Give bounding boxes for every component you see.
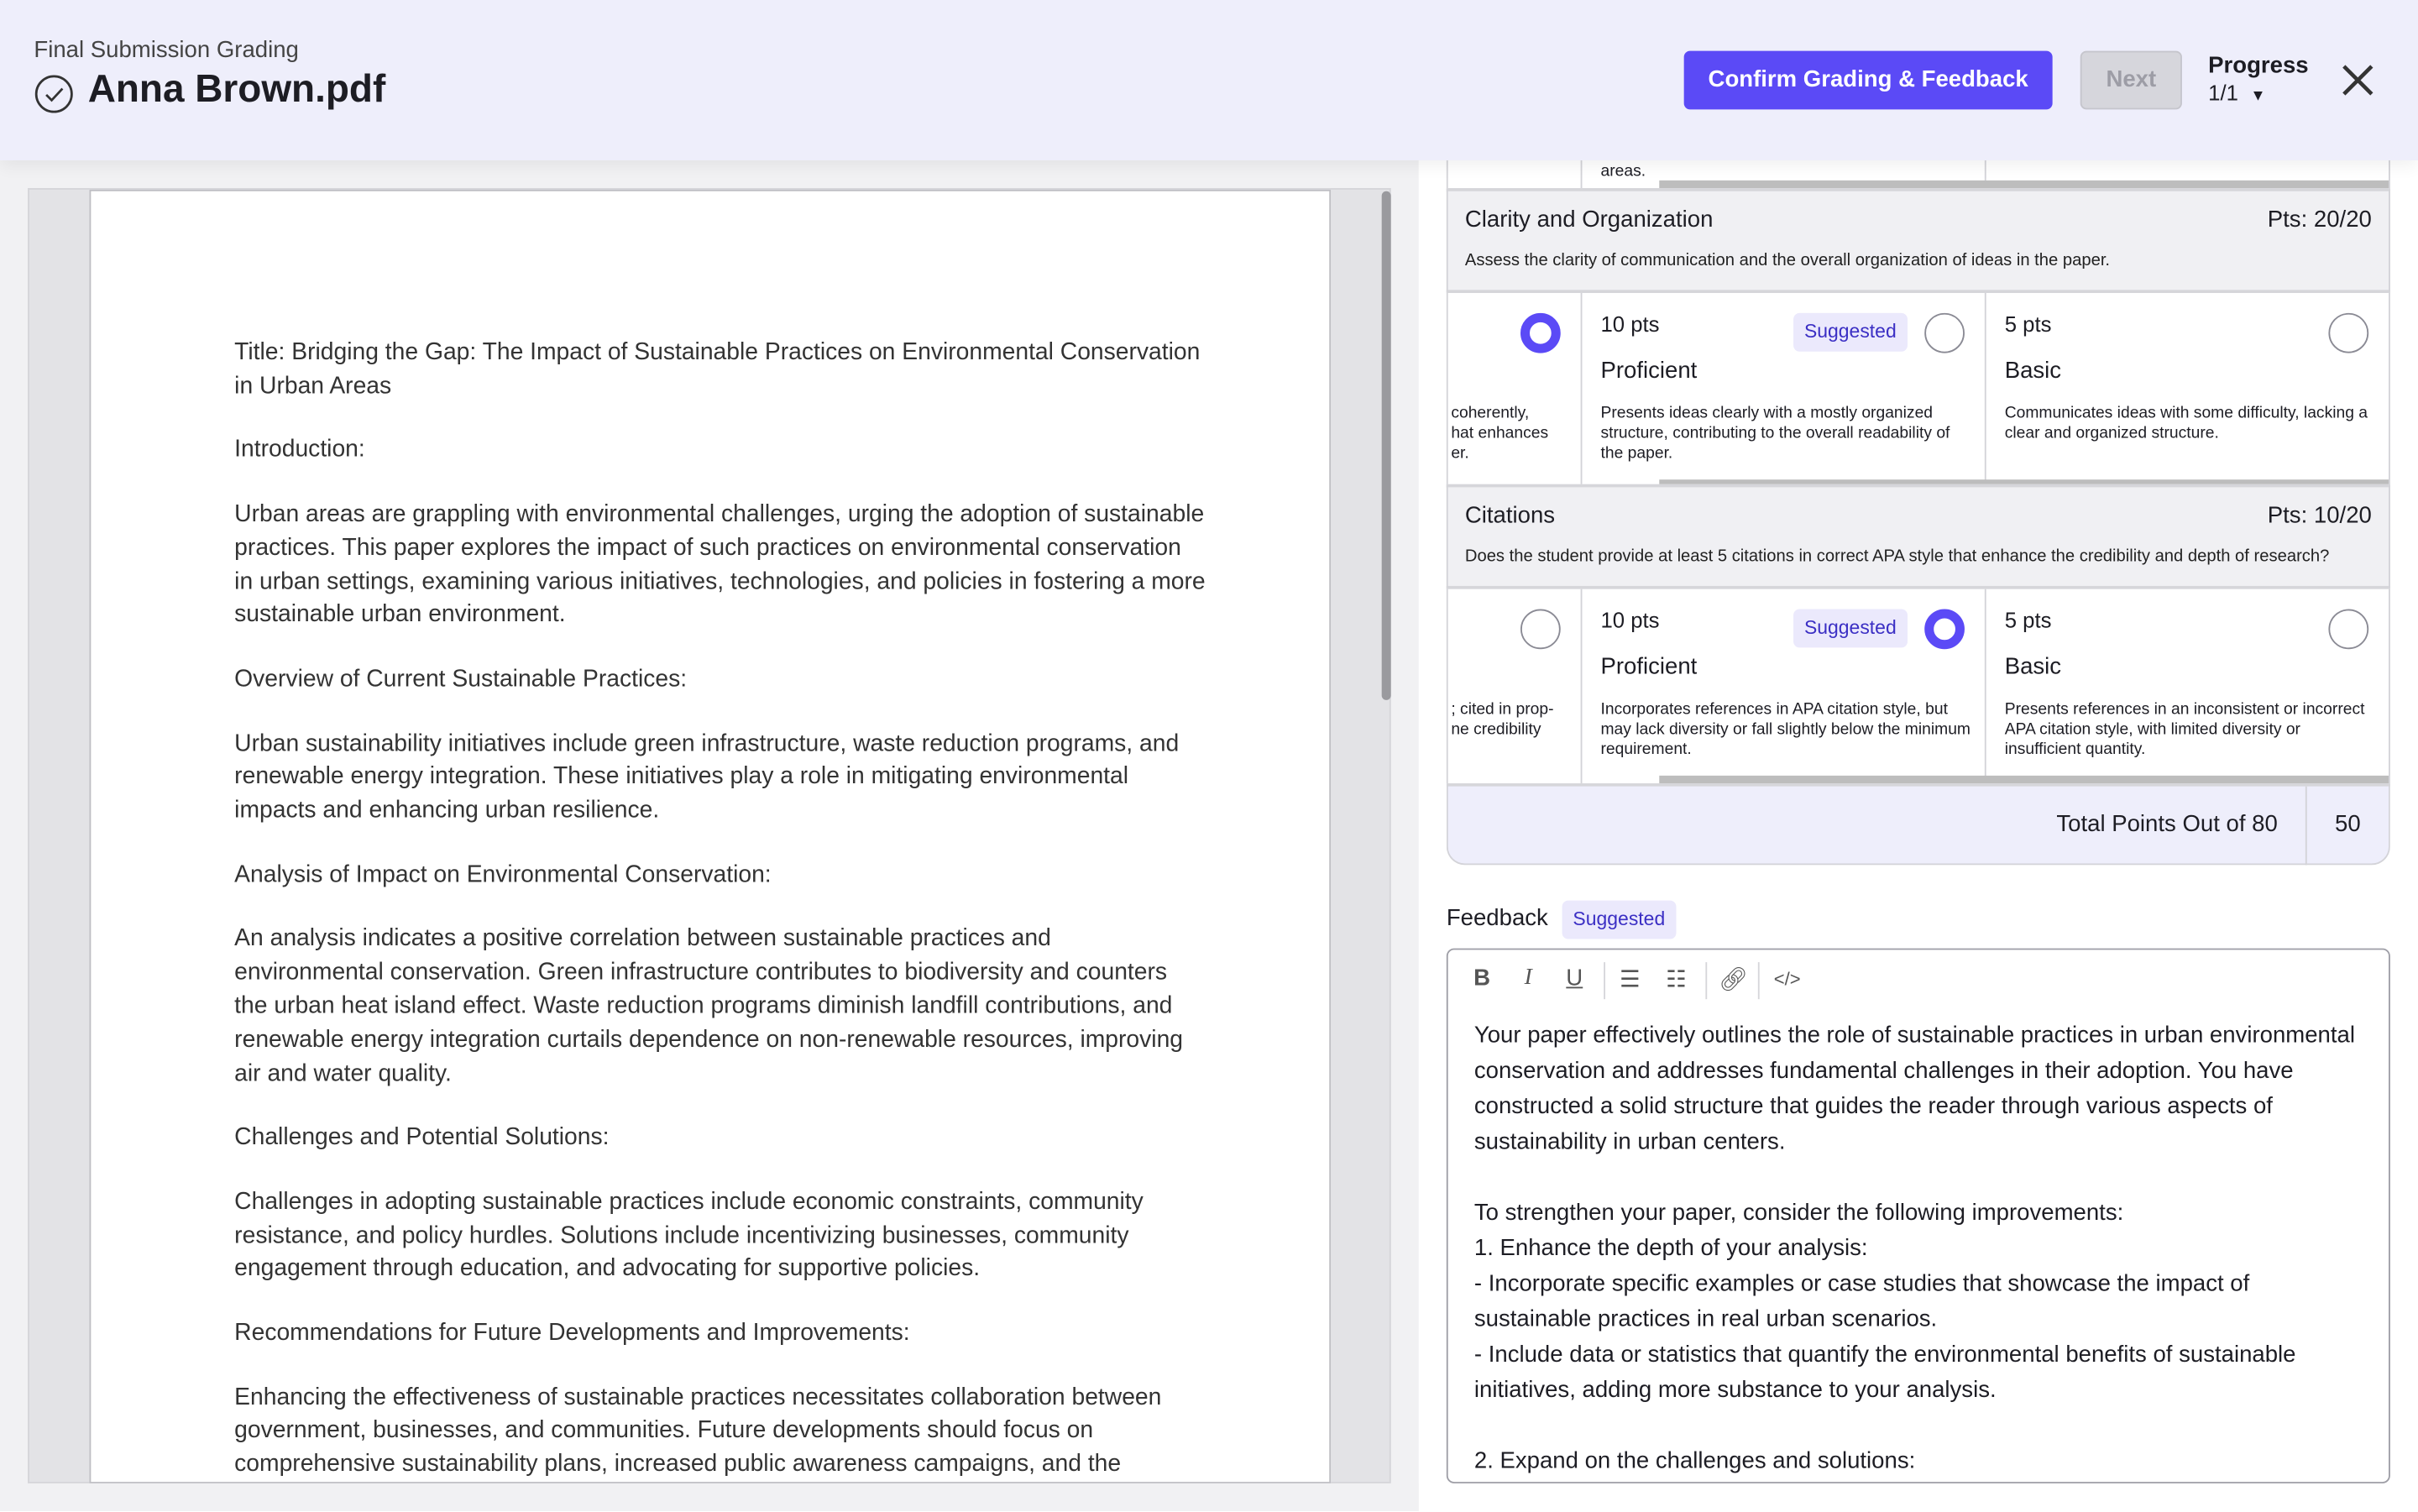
doc-paragraph: Urban sustainability initiatives include green infrastructure, waste reduction programs, and renewable energy integration. These initiatives play a role in mitigating environmental impacts and enhancing urban resilience.	[234, 730, 1180, 824]
level-points: 5 pts	[2004, 607, 2052, 633]
level-description: Communicates ideas with some difficulty, lacking a clear and organized structure.	[2004, 404, 2368, 443]
level-description: Incorporates references in APA citation style, but may lack diversity or fall slightly below the minimum requirement.	[1600, 699, 1971, 759]
doc-paragraph: Enhancing the effectiveness of sustainable practices necessitates collaboration between government, businesses, and communities. Future developments should focus on comprehensive sustainability plans, increased public awareness campaigns, and the	[234, 1384, 1162, 1478]
level-radio-selected[interactable]	[1924, 609, 1965, 649]
total-value: 50	[2305, 787, 2389, 866]
doc-paragraph: An analysis indicates a positive correlation between sustainable practices and environmental conservation. Green infrastructure contributes to biodiversity and counters the urban heat island effect. Waste reduction programs diminish landfill contributions, and renewable energy integration curtails dependence on non-renewable resources, improving air and water quality.	[234, 925, 1184, 1087]
level-description: ; cited in prop- ne credibility	[1451, 699, 1554, 739]
suggested-badge: Suggested	[1793, 313, 1908, 352]
criterion-points: Pts: 10/20	[2267, 502, 2372, 529]
underline-icon[interactable]: U	[1566, 965, 1583, 991]
suggested-badge: Suggested	[1562, 901, 1677, 939]
next-button[interactable]: Next	[2080, 51, 2182, 110]
feedback-text[interactable]: Your paper effectively outlines the role of sustainable practices in urban environmental conservation and addresses fundamental challenges in their adoption. You have constructed a solid structure that guides the reader through various aspects of sustainability in urban centers. To strengthen your paper, consider the following improvements: 1. Enhance the depth of your analysis: - Incorporate specific examples or case studies that showcase the impact of sustainable practices in real urban scenarios. - Include data or statistics that quantify the environmental benefits of sustainable initiatives, adding more substance to your analysis. 2. Expand on the challenges and solutions:	[1473, 1022, 2355, 1474]
level-points: 5 pts	[2004, 311, 2052, 337]
criterion-title: Citations	[1464, 502, 1556, 529]
level-description: areas.	[1600, 161, 1646, 180]
progress-dropdown[interactable]	[2208, 81, 2265, 105]
caret-down-icon: ▼	[2250, 87, 2266, 105]
criterion-description: Does the student provide at least 5 citations in correct APA style that enhance the credibility and depth of research?	[1464, 547, 2330, 567]
level-radio[interactable]	[1520, 609, 1561, 649]
numbered-list-icon[interactable]: ☷	[1666, 966, 1687, 993]
rubric-row-partial	[1447, 160, 2390, 188]
criterion-header-clarity	[1447, 188, 2390, 293]
criterion-points: Pts: 20/20	[2267, 207, 2372, 233]
level-radio[interactable]	[2328, 313, 2368, 353]
total-label: Total Points Out of 80	[2056, 811, 2278, 838]
criterion-description: Assess the clarity of communication and the overall organization of ideas in the paper.	[1464, 251, 2111, 270]
level-points: 10 pts	[1600, 311, 1660, 337]
total-points-row	[1447, 783, 2390, 865]
level-description: coherently, hat enhances er.	[1451, 404, 1549, 463]
check-circle-icon	[34, 74, 74, 114]
header	[0, 0, 2418, 160]
header-subtitle: Final Submission Grading	[34, 37, 299, 64]
toolbar-divider	[1705, 962, 1707, 999]
link-icon[interactable]: 🔗︎	[1718, 966, 1748, 993]
level-name: Basic	[2004, 358, 2062, 385]
criterion-levels-clarity	[1447, 293, 2390, 487]
level-description: Presents references in an inconsistent or incorrect APA citation style, with limited diversity or insufficient quantity.	[2004, 699, 2365, 759]
criterion-levels-citations	[1447, 589, 2390, 783]
doc-paragraph: Challenges in adopting sustainable practices include economic constraints, community resistance, and policy hurdles. Solutions include incentivizing businesses, community engagement through education, and advocating for supportive policies.	[234, 1188, 1144, 1282]
level-description: Presents ideas clearly with a mostly organized structure, contributing to the overall readability of the paper.	[1600, 404, 1950, 463]
row-scrollbar[interactable]	[1659, 180, 2389, 188]
level-name: Proficient	[1600, 358, 1698, 385]
confirm-grading-button[interactable]: Confirm Grading & Feedback	[1684, 51, 2053, 110]
feedback-label: Feedback	[1446, 905, 1548, 932]
level-name: Proficient	[1600, 653, 1698, 680]
page-mask	[0, 1483, 1419, 1511]
level-name: Basic	[2004, 653, 2062, 680]
doc-paragraph: Title: Bridging the Gap: The Impact of Sustainable Practices on Environmental Conservation in Urban Areas	[234, 339, 1201, 400]
file-title: Anna Brown.pdf	[87, 67, 386, 112]
close-icon[interactable]	[2341, 63, 2374, 97]
document-text	[234, 336, 1206, 1512]
row-scrollbar[interactable]	[1659, 776, 2389, 783]
level-radio[interactable]	[1924, 313, 1965, 353]
doc-paragraph: Challenges and Potential Solutions:	[234, 1124, 610, 1151]
feedback-editor[interactable]	[1447, 949, 2390, 1483]
level-points: 10 pts	[1600, 607, 1660, 633]
bold-icon[interactable]: B	[1473, 965, 1491, 991]
doc-paragraph: Introduction:	[234, 437, 365, 463]
suggested-badge: Suggested	[1793, 609, 1908, 647]
italic-icon[interactable]: I	[1524, 965, 1532, 991]
level-radio[interactable]	[2328, 609, 2368, 649]
document-scrollbar[interactable]	[1382, 191, 1391, 700]
criterion-header-citations	[1447, 484, 2390, 589]
doc-paragraph: Overview of Current Sustainable Practices:	[234, 666, 688, 693]
progress-value: 1/1	[2208, 80, 2238, 105]
toolbar-divider	[1604, 962, 1605, 999]
toolbar-divider	[1758, 962, 1760, 999]
bulleted-list-icon[interactable]: ☰	[1620, 966, 1641, 993]
code-icon[interactable]: </>	[1773, 968, 1801, 991]
progress-label: Progress	[2208, 52, 2309, 79]
criterion-title: Clarity and Organization	[1464, 207, 1714, 233]
doc-paragraph: Analysis of Impact on Environmental Conservation:	[234, 861, 772, 888]
doc-paragraph: Urban areas are grappling with environmental challenges, urging the adoption of sustainable practices. This paper explores the impact of such practices on environmental conservation in urban settings, examining various initiatives, technologies, and policies in fostering a more sustainable urban environment.	[234, 500, 1206, 629]
level-radio-selected[interactable]	[1520, 313, 1561, 353]
doc-paragraph: Recommendations for Future Developments and Improvements:	[234, 1320, 910, 1347]
